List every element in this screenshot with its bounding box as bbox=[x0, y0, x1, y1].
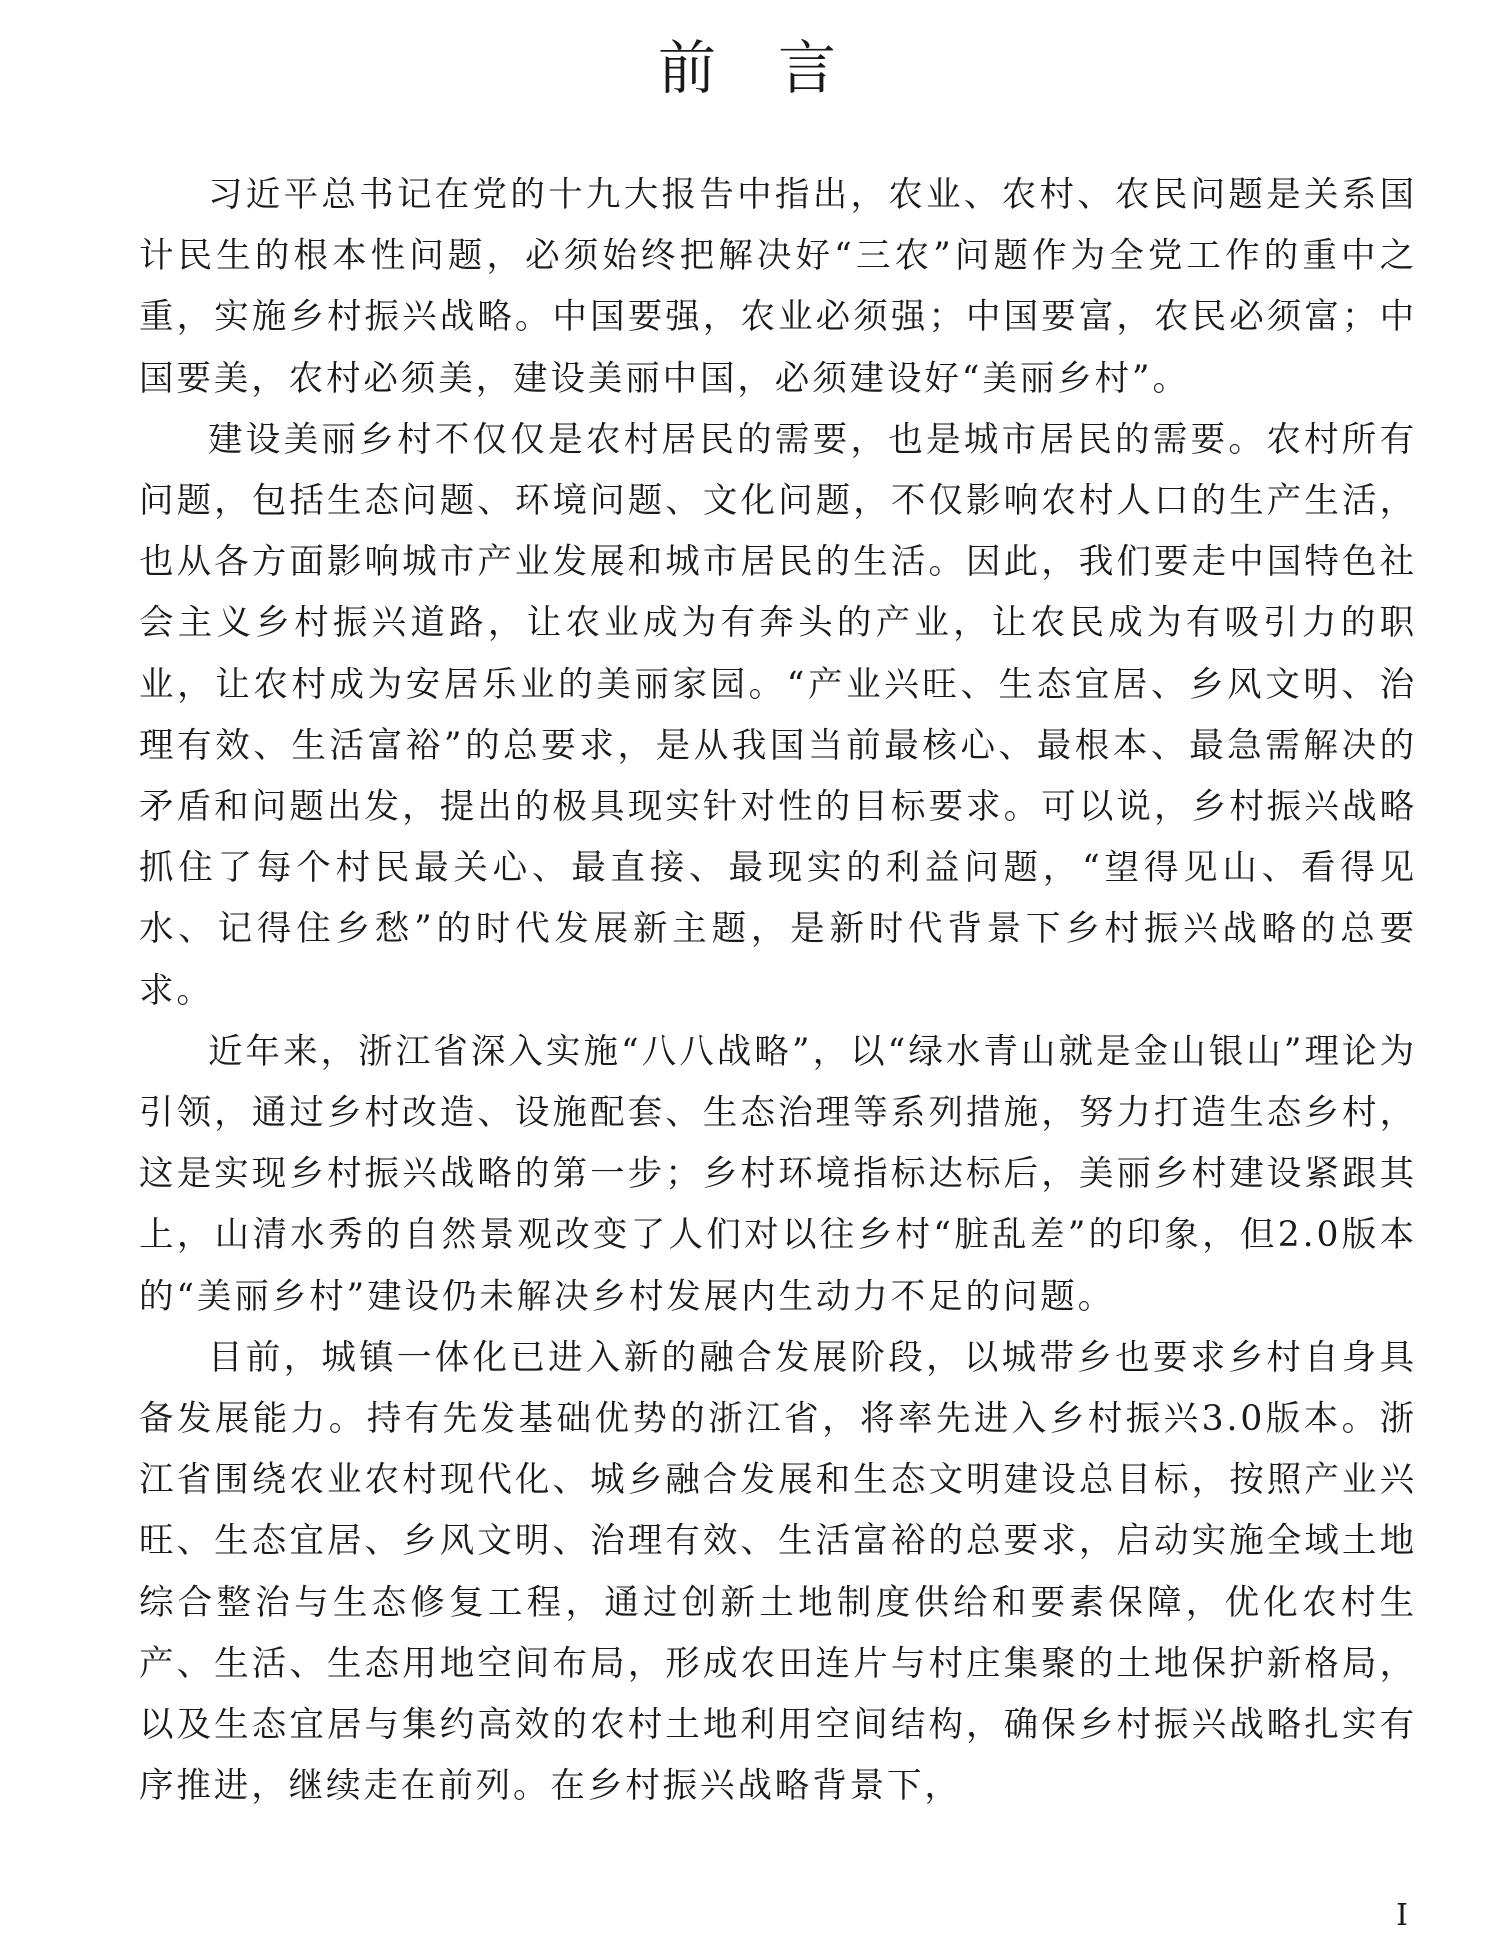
page-title: 前言 bbox=[657, 34, 898, 102]
paragraph-2: 建设美丽乡村不仅仅是农村居民的需要，也是城市居民的需要。农村所有问题，包括生态问题、环境问题、文化问题，不仅影响农村人口的生产生活，也从各方面影响城市产业发展和城市居民的生活。因此，我们要走中国特色社会主义乡村振兴道路，让农业成为有奔头的产业，让农民成为有吸引力的职业，让农村成为安居乐业的美丽家园。“产业兴旺、生态宜居、乡风文明、治理有效、生活富裕”的总要求，是从我国当前最核心、最根本、最急需解决的矛盾和问题出发，提出的极具现实针对性的目标要求。可以说，乡村振兴战略抓住了每个村民最关心、最直接、最现实的利益问题，“望得见山、看得见水、记得住乡愁”的时代发展新主题，是新时代背景下乡村振兴战略的总要求。 bbox=[139, 419, 1417, 1011]
paragraph-4: 目前，城镇一体化已进入新的融合发展阶段，以城带乡也要求乡村自身具备发展能力。持有先发基础优势的浙江省，将率先进入乡村振兴3.0版本。浙江省围绕农业农村现代化、城乡融合发展和生态文明建设总目标，按照产业兴旺、生态宜居、乡风文明、治理有效、生活富裕的总要求，启动实施全域土地综合整治与生态修复工程，通过创新土地制度供给和要素保障，优化农村生产、生活、生态用地空间布局，形成农田连片与村庄集聚的土地保护新格局，以及生态宜居与集约高效的农村土地利用空间结构，确保乡村振兴战略扎实有序推进，继续走在前列。在乡村振兴战略背景下， bbox=[139, 1337, 1417, 1807]
paragraph-1: 习近平总书记在党的十九大报告中指出，农业、农村、农民问题是关系国计民生的根本性问题，必须始终把解决好“三农”问题作为全党工作的重中之重，实施乡村振兴战略。中国要强，农业必须强；中国要富，农民必须富；中国要美，农村必须美，建设美丽中国，必须建设好“美丽乡村”。 bbox=[139, 175, 1417, 399]
paragraph-3: 近年来，浙江省深入实施“八八战略”，以“绿水青山就是金山银山”理论为引领，通过乡村改造、设施配套、生态治理等系列措施，努力打造生态乡村，这是实现乡村振兴战略的第一步；乡村环境指标达标后，美丽乡村建设紧跟其上，山清水秀的自然景观改变了人们对以往乡村“脏乱差”的印象，但2.0版本的“美丽乡村”建设仍未解决乡村发展内生动力不足的问题。 bbox=[139, 1031, 1417, 1317]
page-number: I bbox=[1396, 1898, 1408, 1933]
body-text bbox=[139, 165, 1417, 1817]
